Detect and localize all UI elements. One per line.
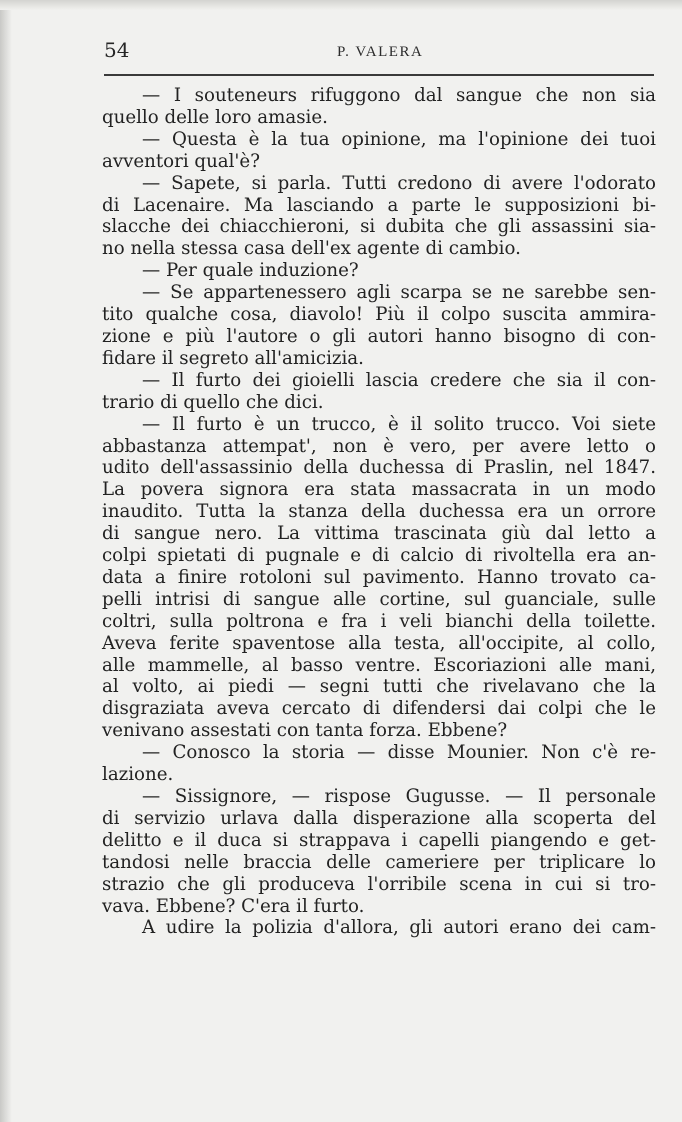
text-line: slacche dei chiacchieroni, si dubita che gli assassini sia- (102, 216, 656, 238)
text-line: — Sissignore, — rispose Gugusse. — Il personale (142, 786, 656, 807)
text-line: zione e più l'autore o gli autori hanno bisogno di con- (102, 325, 656, 347)
text-line: avventori qual'è? (102, 150, 260, 172)
text-line: venivano assestati con tanta forza. Ebbene? (102, 720, 508, 742)
text-line: delitto e il duca si strappava i capelli piangendo e get- (102, 829, 656, 851)
text-line: — Il furto dei gioielli lascia credere che sia il con- (142, 369, 656, 391)
text-line: — Sapete, si parla. Tutti credono di avere l'odorato (142, 172, 656, 194)
text-line: abbastanza attempat', non è vero, per avere letto o (102, 435, 656, 457)
page-header (104, 34, 654, 76)
text-line: di sangue nero. La vittima trascinata giù dal letto a (102, 523, 656, 545)
text-line: alle mammelle, al basso ventre. Escoriazioni alle mani, (102, 654, 656, 676)
text-line: colpi spietati di pugnale e di calcio di rivoltella era an- (102, 545, 656, 567)
text-line: — Il furto è un trucco, è il solito trucco. Voi siete (142, 413, 656, 435)
text-line: — Se appartenessero agli scarpa se ne sarebbe sen- (142, 282, 656, 304)
text-line: fidare il segreto all'amicizia. (102, 347, 364, 369)
page-number: 54 (104, 38, 130, 62)
page-top-shadow (0, 0, 682, 10)
text-line: udito dell'assassinio della duchessa di Praslin, nel 1847. (102, 457, 656, 479)
text-line: La povera signora era stata massacrata in un modo (102, 479, 656, 501)
text-line: A udire la polizia d'allora, gli autori erano dei cam- (142, 917, 656, 939)
text-line: vava. Ebbene? C'era il furto. (102, 895, 365, 917)
body-text (102, 85, 656, 939)
text-line: quello delle loro amasie. (102, 106, 328, 128)
text-line: — Per quale induzione? (142, 260, 359, 282)
text-line: strazio che gli produceva l'orribile scena in cui si tro- (102, 873, 656, 895)
text-line: data a finire rotoloni sul pavimento. Hanno trovato ca- (102, 566, 656, 588)
text-line: no nella stessa casa dell'ex agente di cambio. (102, 238, 521, 260)
text-line: tito qualche cosa, diavolo! Più il colpo suscita ammira- (102, 304, 656, 326)
page-edge-shadow (0, 0, 12, 1122)
text-line: pelli intrisi di sangue alle cortine, sul guanciale, sulle (102, 588, 656, 610)
text-line: lazione. (102, 764, 174, 786)
text-line: tandosi nelle braccia delle cameriere per triplicare lo (102, 851, 656, 873)
text-line: — Conosco la storia — disse Mounier. Non c'è re- (142, 742, 656, 764)
text-line: al volto, ai piedi — segni tutti che rivelavano che la (102, 676, 656, 698)
text-line: di servizio urlava dalla disperazione alla scoperta del (102, 807, 656, 829)
text-line: di Lacenaire. Ma lasciando a parte le supposizioni bi- (102, 194, 656, 216)
text-line: Aveva ferite spaventose alla testa, all'occipite, al collo, (102, 632, 656, 654)
text-line: — I souteneurs rifuggono dal sangue che non sia (142, 85, 656, 106)
running-head: P. VALERA (337, 44, 424, 60)
text-line: coltri, sulla poltrona e fra i veli bianchi della toilette. (102, 610, 656, 632)
text-line: disgraziata aveva cercato di difendersi dai colpi che le (102, 698, 656, 720)
text-line: trario di quello che dici. (102, 391, 324, 413)
text-line: inaudito. Tutta la stanza della duchessa era un orrore (102, 501, 656, 523)
text-line: — Questa è la tua opinione, ma l'opinione dei tuoi (142, 128, 656, 150)
